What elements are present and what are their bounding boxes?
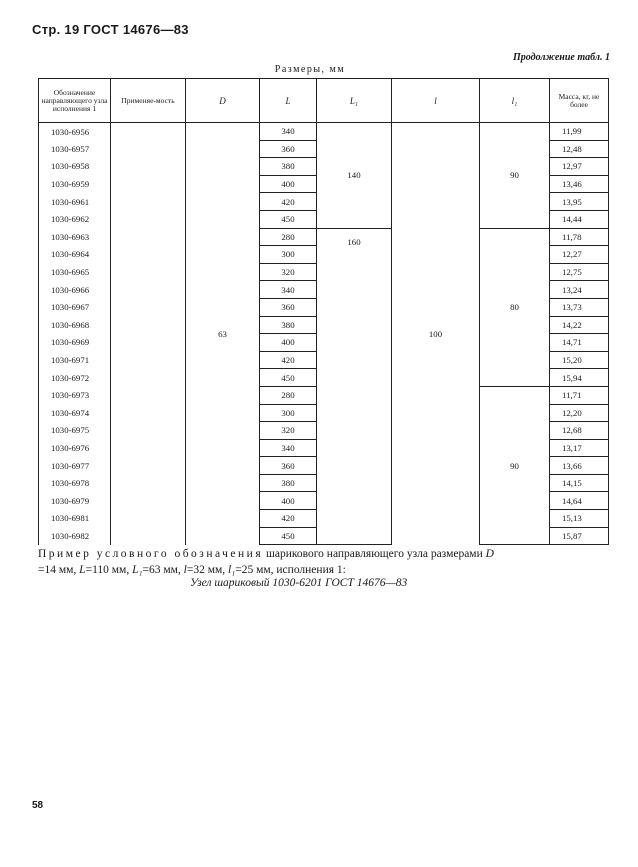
cell-application — [111, 474, 186, 492]
cell-L: 420 — [260, 351, 317, 369]
cell-mass: 12,48 — [550, 140, 609, 158]
cell-designation: 1030-6956 — [39, 123, 111, 141]
cell-application — [111, 527, 186, 545]
cell-mass: 15,20 — [550, 351, 609, 369]
cell-designation: 1030-6977 — [39, 457, 111, 475]
cell-L: 450 — [260, 527, 317, 545]
col-l1: l₁ — [480, 79, 550, 123]
table-header-row — [39, 79, 609, 123]
table-row — [39, 228, 609, 246]
cell-designation: 1030-6964 — [39, 246, 111, 264]
sizes-caption: Размеры, мм — [274, 64, 346, 75]
cell-mass: 14,71 — [550, 334, 609, 352]
cell-designation: 1030-6973 — [39, 386, 111, 404]
cell-designation: 1030-6969 — [39, 334, 111, 352]
example-intro: Пример условного обозначения — [38, 548, 264, 560]
cell-L: 380 — [260, 316, 317, 334]
cell-mass: 13,24 — [550, 281, 609, 299]
col-designation: Обозначение направляющего узла исполнения 1 — [39, 79, 111, 123]
cell-L: 450 — [260, 210, 317, 228]
cell-L: 320 — [260, 263, 317, 281]
cell-application — [111, 140, 186, 158]
cell-designation: 1030-6961 — [39, 193, 111, 211]
cell-L: 400 — [260, 492, 317, 510]
cell-L1: 160 — [317, 228, 392, 545]
designation-example: Узел шариковый 1030-6201 ГОСТ 14676—83 — [190, 577, 408, 589]
cell-mass: 13,73 — [550, 298, 609, 316]
cell-L: 450 — [260, 369, 317, 387]
example-l-symbol: l — [183, 564, 187, 576]
cell-application — [111, 369, 186, 387]
cell-mass: 13,17 — [550, 439, 609, 457]
cell-designation: 1030-6959 — [39, 175, 111, 193]
example-l1-symbol: l₁ — [228, 564, 236, 576]
cell-application — [111, 422, 186, 440]
example-text: шарикового направляющего узла размерами — [266, 548, 483, 560]
cell-application — [111, 210, 186, 228]
cell-designation: 1030-6957 — [39, 140, 111, 158]
cell-mass: 12,20 — [550, 404, 609, 422]
cell-mass: 14,15 — [550, 474, 609, 492]
cell-application — [111, 316, 186, 334]
cell-application — [111, 386, 186, 404]
example-l-value: =32 мм, — [186, 564, 226, 576]
cell-application — [111, 158, 186, 176]
cell-mass: 14,44 — [550, 210, 609, 228]
cell-application — [111, 228, 186, 246]
cell-designation: 1030-6975 — [39, 422, 111, 440]
table-row — [39, 123, 609, 141]
cell-application — [111, 298, 186, 316]
cell-l1: 90 — [480, 123, 550, 229]
cell-L: 320 — [260, 422, 317, 440]
cell-mass: 13,46 — [550, 175, 609, 193]
cell-designation: 1030-6976 — [39, 439, 111, 457]
example-L1-symbol: L₁ — [132, 564, 143, 576]
cell-L: 340 — [260, 123, 317, 141]
cell-mass: 14,64 — [550, 492, 609, 510]
cell-mass: 15,13 — [550, 510, 609, 528]
cell-L: 400 — [260, 334, 317, 352]
cell-designation: 1030-6972 — [39, 369, 111, 387]
example-D-value: =14 мм, — [38, 564, 77, 576]
cell-designation: 1030-6966 — [39, 281, 111, 299]
cell-mass: 12,97 — [550, 158, 609, 176]
cell-application — [111, 263, 186, 281]
example-L-value: =110 мм, — [85, 564, 130, 576]
col-L1: L₁ — [317, 79, 392, 123]
cell-mass: 11,78 — [550, 228, 609, 246]
cell-application — [111, 193, 186, 211]
cell-mass: 12,27 — [550, 246, 609, 264]
cell-designation: 1030-6958 — [39, 158, 111, 176]
cell-mass: 12,68 — [550, 422, 609, 440]
cell-L: 280 — [260, 228, 317, 246]
cell-application — [111, 246, 186, 264]
cell-application — [111, 175, 186, 193]
example-D-symbol: D — [485, 548, 494, 560]
cell-designation: 1030-6981 — [39, 510, 111, 528]
example-L-symbol: L — [79, 564, 86, 576]
cell-designation: 1030-6967 — [39, 298, 111, 316]
cell-L: 380 — [260, 158, 317, 176]
cell-application — [111, 404, 186, 422]
cell-application — [111, 492, 186, 510]
cell-application — [111, 510, 186, 528]
cell-application — [111, 439, 186, 457]
cell-designation: 1030-6974 — [39, 404, 111, 422]
page-header: Стр. 19 ГОСТ 14676—83 — [32, 22, 189, 37]
cell-L: 360 — [260, 457, 317, 475]
table-continuation-label: Продолжение табл. 1 — [512, 52, 610, 63]
cell-designation: 1030-6963 — [39, 228, 111, 246]
cell-L: 420 — [260, 193, 317, 211]
cell-L: 360 — [260, 140, 317, 158]
cell-mass: 15,87 — [550, 527, 609, 545]
cell-designation: 1030-6968 — [39, 316, 111, 334]
cell-mass: 15,94 — [550, 369, 609, 387]
cell-mass: 14,22 — [550, 316, 609, 334]
cell-application — [111, 334, 186, 352]
col-mass: Масса, кг, не более — [550, 79, 609, 123]
cell-application — [111, 351, 186, 369]
cell-L: 280 — [260, 386, 317, 404]
cell-mass: 12,75 — [550, 263, 609, 281]
cell-l1: 80 — [480, 228, 550, 386]
cell-mass: 13,95 — [550, 193, 609, 211]
cell-L: 340 — [260, 439, 317, 457]
cell-application — [111, 123, 186, 141]
cell-designation: 1030-6978 — [39, 474, 111, 492]
cell-designation: 1030-6971 — [39, 351, 111, 369]
cell-application — [111, 281, 186, 299]
cell-L: 340 — [260, 281, 317, 299]
cell-L1: 140 — [317, 123, 392, 229]
cell-designation: 1030-6979 — [39, 492, 111, 510]
cell-l1: 90 — [480, 386, 550, 544]
cell-mass: 11,99 — [550, 123, 609, 141]
cell-l: 100 — [392, 123, 480, 545]
cell-L: 300 — [260, 404, 317, 422]
cell-mass: 11,71 — [550, 386, 609, 404]
cell-D: 63 — [186, 123, 260, 545]
cell-designation: 1030-6982 — [39, 527, 111, 545]
cell-L: 300 — [260, 246, 317, 264]
cell-L: 360 — [260, 298, 317, 316]
cell-L: 380 — [260, 474, 317, 492]
col-application: Применяе-мость — [111, 79, 186, 123]
example-l1-value: =25 мм, исполнения 1: — [235, 564, 346, 576]
cell-application — [111, 457, 186, 475]
cell-designation: 1030-6965 — [39, 263, 111, 281]
col-l: l — [392, 79, 480, 123]
col-L: L — [260, 79, 317, 123]
cell-designation: 1030-6962 — [39, 210, 111, 228]
col-D: D — [186, 79, 260, 123]
cell-L: 420 — [260, 510, 317, 528]
example-L1-value: =63 мм, — [142, 564, 181, 576]
cell-L: 400 — [260, 175, 317, 193]
cell-mass: 13,66 — [550, 457, 609, 475]
example-paragraph — [38, 546, 610, 578]
dimensions-table — [38, 78, 609, 545]
page-number: 58 — [32, 800, 44, 811]
